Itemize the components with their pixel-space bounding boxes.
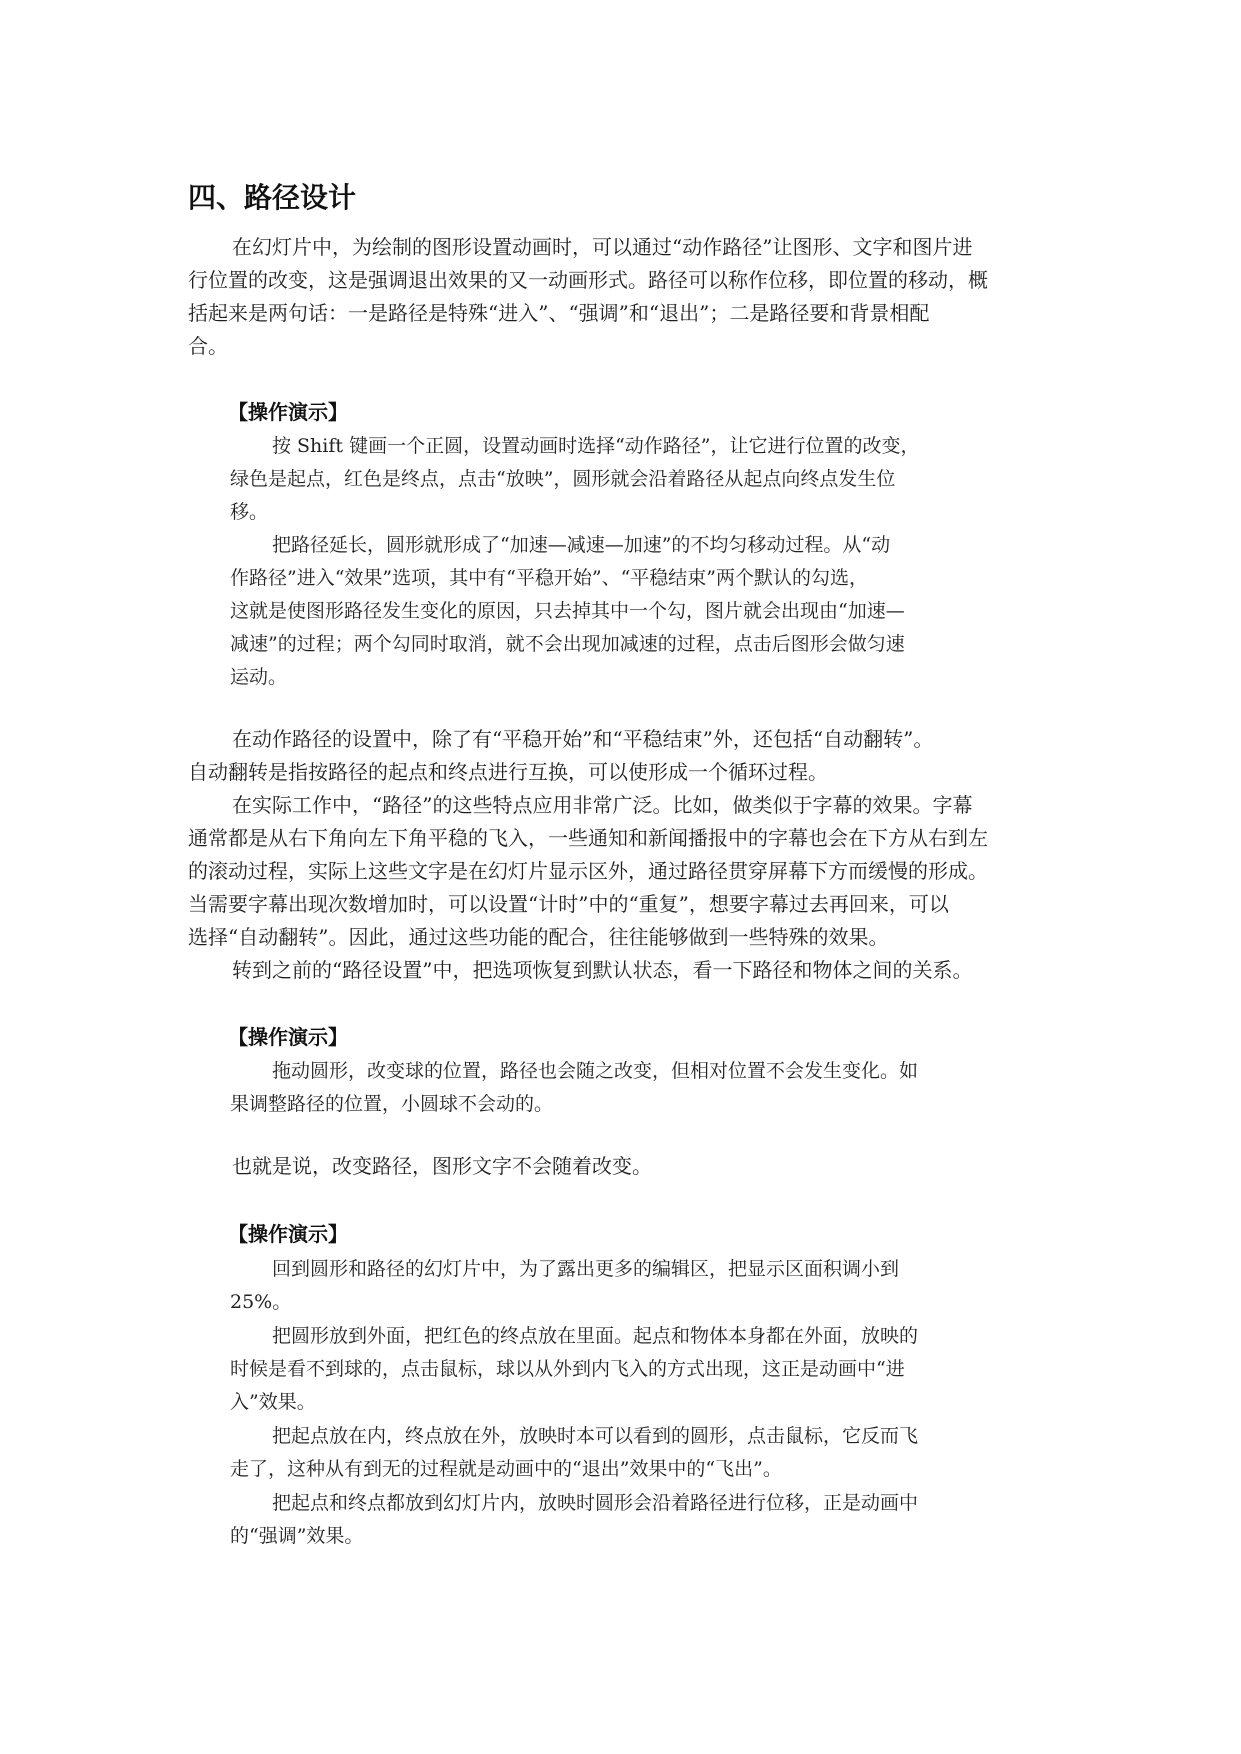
demo-line: 运动。 [230,666,288,688]
body-line: 转到之前的“路径设置”中，把选项恢复到默认状态，看一下路径和物体之间的关系。 [232,958,973,982]
demo-line: 作路径”进入“效果”选项，其中有“平稳开始”、“平稳结束”两个默认的勾选， [230,567,868,589]
demo-title: 【操作演示】 [228,1222,348,1246]
demo-line: 把路径延长，圆形就形成了“加速—减速—加速”的不均匀移动过程。从“动 [272,534,891,556]
demo-title: 【操作演示】 [228,1025,348,1049]
demo-line: 25%。 [230,1291,292,1313]
body-line: 在动作路径的设置中，除了有“平稳开始”和“平稳结束”外，还包括“自动翻转”。 [232,727,934,751]
demo-line: 时候是看不到球的，点击鼠标，球以从外到内飞入的方式出现，这正是动画中“进 [230,1358,905,1380]
demo-line: 绿色是起点，红色是终点，点击“放映”，圆形就会沿着路径从起点向终点发生位 [230,468,896,490]
note-line: 也就是说，改变路径，图形文字不会随着改变。 [232,1154,652,1178]
demo-line: 按 Shift 键画一个正圆，设置动画时选择“动作路径”，让它进行位置的改变， [272,435,920,457]
intro-line: 合。 [188,334,228,358]
demo-title: 【操作演示】 [228,400,348,424]
demo-line: 的“强调”效果。 [230,1525,364,1547]
body-line: 在实际工作中，“路径”的这些特点应用非常广泛。比如，做类似于字幕的效果。字幕 [232,793,973,817]
intro-line: 在幻灯片中，为绘制的图形设置动画时，可以通过“动作路径”让图形、文字和图片进 [232,235,973,259]
demo-line: 把起点和终点都放到幻灯片内，放映时圆形会沿着路径进行位移，正是动画中 [272,1492,919,1514]
demo-line: 把圆形放到外面，把红色的终点放在里面。起点和物体本身都在外面，放映的 [272,1325,919,1347]
body-line: 自动翻转是指按路径的起点和终点进行互换，可以使形成一个循环过程。 [188,760,828,784]
demo-line: 拖动圆形，改变球的位置，路径也会随之改变，但相对位置不会发生变化。如 [272,1060,919,1082]
body-line: 通常都是从右下角向左下角平稳的飞入，一些通知和新闻播报中的字幕也会在下方从右到左 [188,826,988,850]
intro-line: 括起来是两句话：一是路径是特殊“进入”、“强调”和“退出”；二是路径要和背景相配 [188,301,930,325]
demo-line: 回到圆形和路径的幻灯片中，为了露出更多的编辑区，把显示区面积调小到 [272,1258,900,1280]
demo-line: 减速”的过程；两个勾同时取消，就不会出现加减速的过程，点击后图形会做匀速 [230,633,905,655]
demo-line: 走了，这种从有到无的过程就是动画中的“退出”效果中的“飞出”。 [230,1458,782,1480]
demo-line: 果调整路径的位置，小圆球不会动的。 [230,1093,554,1115]
body-line: 的滚动过程，实际上这些文字是在幻灯片显示区外，通过路径贯穿屏幕下方而缓慢的形成。 [188,859,988,883]
demo-line: 这就是使图形路径发生变化的原因，只去掉其中一个勾，图片就会出现由“加速— [230,600,905,622]
body-line: 当需要字幕出现次数增加时，可以设置“计时”中的“重复”，想要字幕过去再回来，可以 [188,892,949,916]
section-heading: 四、路径设计 [188,181,357,214]
body-line: 选择“自动翻转”。因此，通过这些功能的配合，往往能够做到一些特殊的效果。 [188,925,889,949]
demo-line: 移。 [230,501,269,523]
demo-line: 入”效果。 [230,1391,316,1413]
demo-line: 把起点放在内，终点放在外，放映时本可以看到的圆形，点击鼠标，它反而飞 [272,1425,919,1447]
intro-line: 行位置的改变，这是强调退出效果的又一动画形式。路径可以称作位移，即位置的移动，概 [188,268,988,292]
